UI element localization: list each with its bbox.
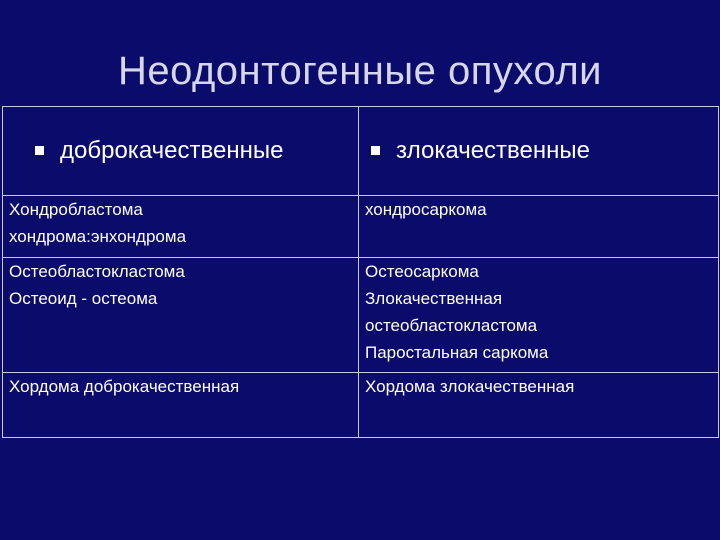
cell-line: хондросаркома <box>365 199 487 219</box>
cell-line: Хондробластома <box>9 199 143 219</box>
square-bullet-icon <box>371 146 380 155</box>
benign-cell <box>3 372 359 437</box>
cell-line: Паростальная саркома <box>365 343 549 363</box>
cell-line: Хордома злокачественная <box>365 376 575 396</box>
benign-cell <box>3 195 359 257</box>
header-benign-label: доброкачественные <box>60 137 284 165</box>
cell-line: хондрома:энхондрома <box>9 226 187 246</box>
header-malignant <box>359 107 719 196</box>
tumor-classification-table <box>2 106 719 438</box>
slide-title: Неодонтогенные опухоли <box>117 49 603 93</box>
cell-line: Хордома доброкачественная <box>9 376 240 396</box>
malignant-cell <box>359 258 719 372</box>
benign-cell <box>3 258 359 372</box>
cell-line: Остеоид - остеома <box>9 289 158 309</box>
cell-line: остеобластокластома <box>365 316 538 336</box>
table-row <box>3 195 719 257</box>
header-benign <box>3 107 359 196</box>
cell-line: Остеобластокластома <box>9 262 185 282</box>
table-row <box>3 372 719 437</box>
malignant-cell <box>359 195 719 257</box>
square-bullet-icon <box>35 146 44 155</box>
table-header-row <box>3 107 719 196</box>
cell-line: Остеосаркома <box>365 262 479 282</box>
header-malignant-label: злокачественные <box>396 137 590 165</box>
malignant-cell <box>359 372 719 437</box>
cell-line: Злокачественная <box>365 289 503 309</box>
table-row <box>3 258 719 372</box>
